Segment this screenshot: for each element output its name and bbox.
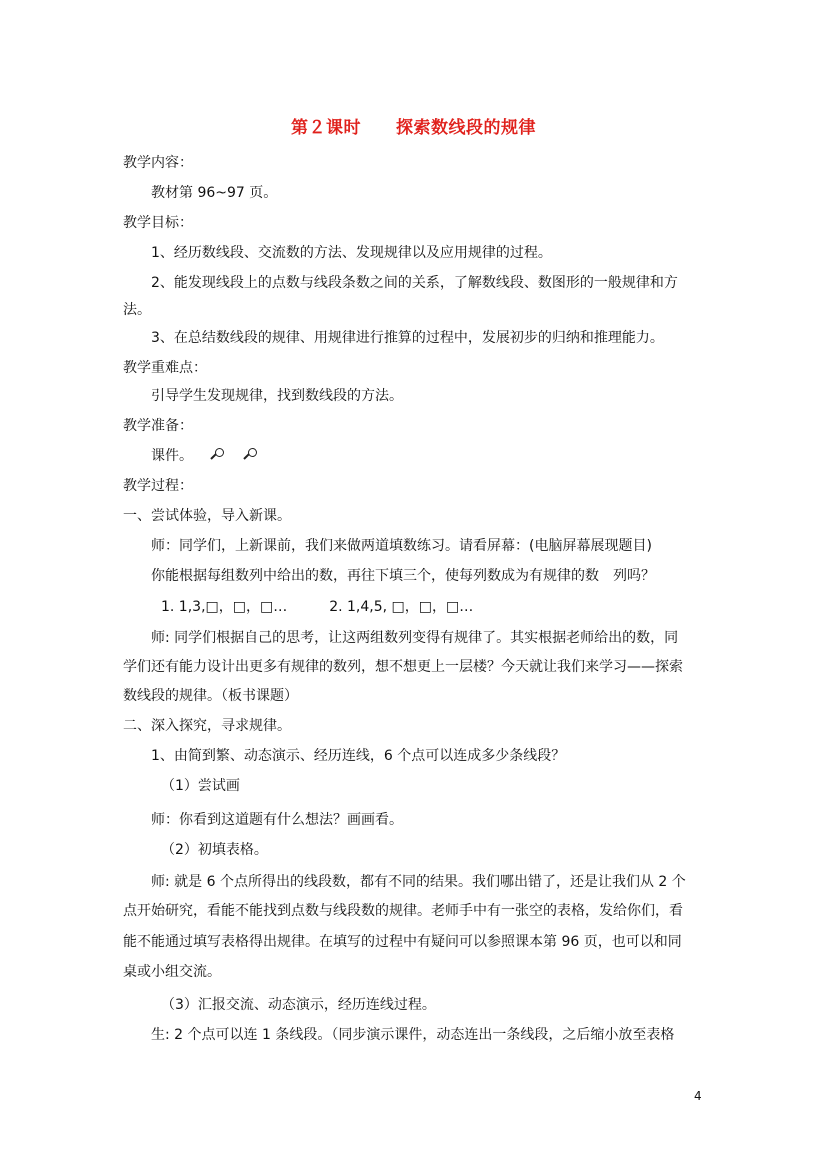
text-line: 你能根据每组数列中给出的数，再往下填三个，使每列数成为有规律的数 列吗？ [151, 568, 655, 584]
heading-process: 教学过程： [123, 478, 193, 494]
section-heading-2: 二、深入探究，寻求规律。 [123, 718, 291, 734]
heading-preparation: 教学准备： [123, 418, 193, 434]
page-number: 4 [694, 1089, 702, 1103]
text-line: 数线段的规律。（板书课题） [123, 688, 298, 704]
heading-goals: 教学目标： [123, 215, 193, 231]
magnifier-icon [242, 448, 258, 462]
text-line: 桌或小组交流。 [123, 964, 221, 980]
text-line: 点开始研究，看能不能找到点数与线段数的规律。老师手中有一张空的表格，发给你们，看 [123, 903, 683, 919]
text-line: （1）尝试画 [161, 778, 240, 794]
text-line: 师：你看到这道题有什么想法？画画看。 [151, 812, 403, 828]
text-line: 1、由简到繁、动态演示、经历连线，6 个点可以连成多少条线段？ [151, 748, 566, 764]
text-line: 1、经历数线段、交流数的方法、发现规律以及应用规律的过程。 [151, 245, 552, 261]
text-line: 教材第 96~97 页。 [151, 185, 278, 201]
text-line: 2、能发现线段上的点数与线段条数之间的关系，了解数线段、数图形的一般规律和方 [151, 275, 678, 291]
text-line: 生: 2 个点可以连 1 条线段。（同步演示课件，动态连出一条线段，之后缩小放至表格 [151, 1027, 675, 1043]
text-line: 师: 就是 6 个点所得出的线段数，都有不同的结果。我们哪出错了，还是让我们从 2 个 [151, 874, 686, 890]
text-line: （3）汇报交流、动态演示，经历连线过程。 [161, 997, 436, 1013]
text-line: 师: 同学们根据自己的思考，让这两组数列变得有规律了。其实根据老师给出的数，同 [151, 630, 679, 646]
number-sequence-exercise: 1. 1,3,□，□，□… 2. 1,4,5, □，□，□… [161, 599, 474, 615]
text-line: 学们还有能力设计出更多有规律的数列，想不想更上一层楼？今天就让我们来学习——探索 [123, 659, 683, 675]
courseware-label: 课件。 [151, 448, 193, 464]
heading-key-points: 教学重难点： [123, 360, 207, 376]
text-line: 能不能通过填写表格得出规律。在填写的过程中有疑问可以参照课本第 96 页，也可以和同 [123, 934, 682, 950]
heading-content: 教学内容： [123, 155, 193, 171]
section-heading-1: 一、尝试体验，导入新课。 [123, 508, 291, 524]
text-line: （2）初填表格。 [161, 842, 268, 858]
text-line: 师：同学们，上新课前，我们来做两道填数练习。请看屏幕：(电脑屏幕展现题目) [151, 538, 652, 554]
text-line: 法。 [123, 302, 151, 318]
text-line: 3、在总结数线段的规律、用规律进行推算的过程中，发展初步的归纳和推理能力。 [151, 330, 664, 346]
page-title: 第２课时 探索数线段的规律 [291, 118, 536, 138]
text-line-courseware [151, 446, 258, 466]
text-line: 引导学生发现规律，找到数线段的方法。 [151, 388, 403, 404]
magnifier-icon [209, 448, 225, 462]
